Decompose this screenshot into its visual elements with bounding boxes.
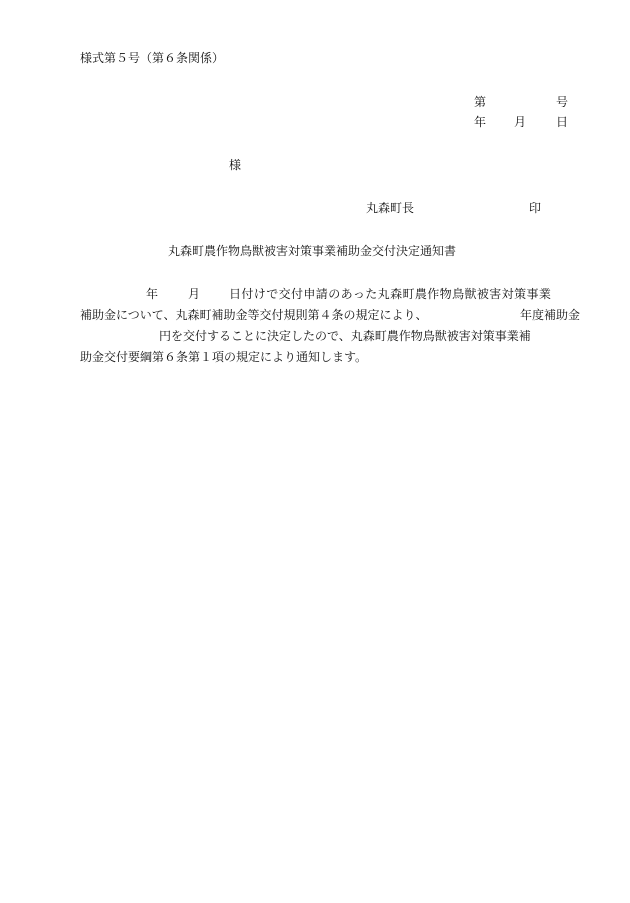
sender-title: 丸森町長: [366, 201, 415, 215]
body-line2-tail: 年度補助金: [519, 308, 580, 322]
body-line4: 助金交付要綱第６条第１項の規定により通知します。: [80, 350, 368, 364]
body-line1-text: [229, 286, 580, 302]
form-number: 様式第５号（第６条関係）: [80, 51, 225, 65]
document-number-prefix: 第: [474, 95, 487, 109]
document-number-suffix: 号: [556, 95, 569, 109]
body-line1-text-content: 日付けで交付申請のあった丸森町農作物鳥獣被害対策事業: [229, 287, 552, 301]
body-line2: [80, 307, 580, 323]
body-line1-month: 月: [188, 287, 201, 301]
date-day-label: 日: [556, 115, 569, 129]
date-month-label: 月: [514, 115, 527, 129]
body-line2-text: 補助金について、丸森町補助金等交付規則第４条の規定により、: [80, 308, 428, 322]
date-year-label: 年: [474, 115, 487, 129]
body-line1-year: 年: [146, 287, 159, 301]
document-title: 丸森町農作物鳥獣被害対策事業補助金交付決定通知書: [168, 244, 457, 258]
sender-seal: 印: [529, 201, 542, 215]
addressee-honorific: 様: [229, 158, 242, 172]
body-line3: 円を交付することに決定したので、丸森町農作物鳥獣被害対策事業補: [159, 329, 531, 343]
